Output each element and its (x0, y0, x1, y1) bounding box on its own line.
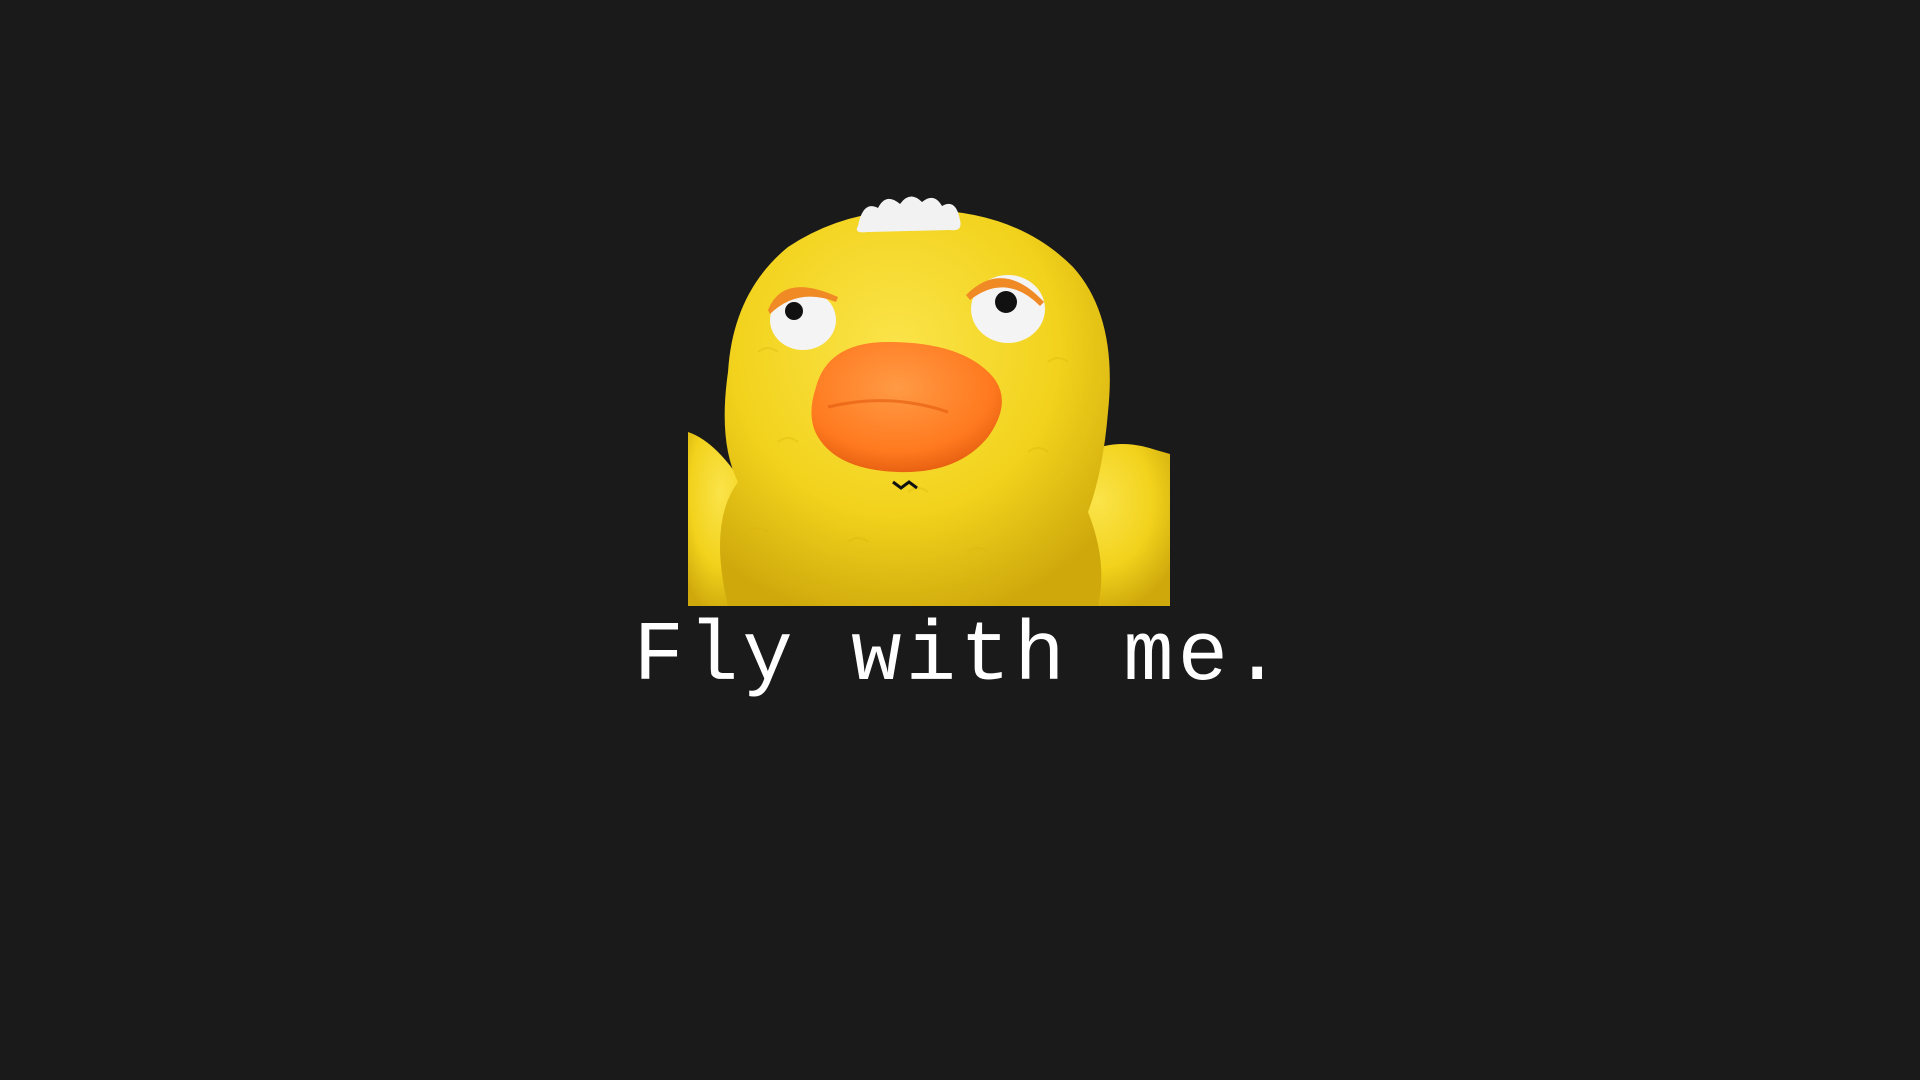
slide-caption: Fly with me. (633, 610, 1287, 705)
head-tuft (857, 196, 961, 232)
plush-duck-icon (688, 192, 1170, 606)
plush-duck-image (688, 192, 1170, 606)
